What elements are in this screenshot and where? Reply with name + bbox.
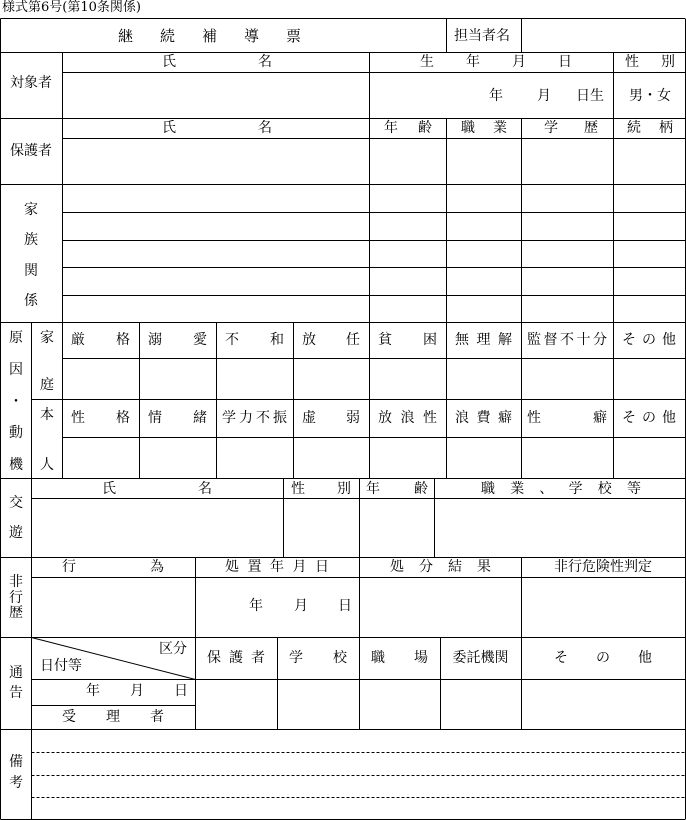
notification-category-1: 学 校	[289, 650, 347, 666]
cause-home-item-6: 監 督 不 十 分	[527, 332, 607, 348]
associates-name-header: 氏 名	[102, 481, 212, 497]
cause-home-item-2: 不 和	[225, 332, 284, 348]
guardian-relation-header: 続 柄	[627, 120, 673, 136]
cause-self-item-1: 情 緒	[148, 410, 207, 426]
birth-month-label: 月	[537, 88, 551, 104]
guardian-education-header: 学 歴	[544, 120, 598, 136]
delinquency-day-label: 日	[338, 598, 352, 614]
notification-category-4: そ の 他	[554, 650, 652, 666]
cause-home-item-1: 溺 愛	[148, 332, 207, 348]
cause-home-item-5: 無 理 解	[455, 332, 512, 348]
cause-home-item-7: そ の 他	[622, 332, 676, 348]
delinquency-risk-header: 非行危険性判定	[554, 559, 652, 575]
notification-receiver-label: 受 理 者	[62, 709, 164, 725]
notification-area[interactable]	[196, 680, 685, 729]
form-number: 様式第6号(第10条関係)	[2, 0, 141, 15]
guardian-name-field[interactable]	[63, 139, 369, 184]
guardian-age-header: 年 齢	[384, 120, 432, 136]
subject-section-label: 対象者	[10, 75, 52, 91]
associates-job-header: 職 業 、 学 校 等	[481, 481, 641, 497]
notification-day-label: 日	[174, 683, 188, 699]
remarks-area[interactable]	[32, 730, 685, 819]
delinquency-date-header: 処 置 年 月 日	[225, 559, 329, 575]
notification-corner-top: 区分	[159, 641, 187, 657]
subject-name-header: 氏 名	[162, 54, 272, 70]
associates-sex-header: 性 別	[291, 481, 351, 497]
subject-sex-header: 性 別	[625, 54, 675, 70]
cause-self-item-0: 性 格	[71, 410, 130, 426]
notification-category-2: 職 場	[371, 650, 428, 666]
remarks-section-label: 備 考	[9, 754, 23, 791]
delinquency-area[interactable]	[32, 578, 685, 637]
notification-section-label: 通 告	[9, 665, 23, 701]
cause-self-label: 本 人	[40, 407, 54, 473]
associates-age-header: 年 齢	[366, 481, 428, 497]
cause-self-item-2: 学 力 不 振	[222, 410, 287, 426]
delinquency-section-label: 非 行 歴	[9, 574, 23, 621]
cause-self-item-6: 性 癖	[527, 410, 607, 426]
birth-year-label: 年	[489, 88, 503, 104]
cause-home-label: 家 庭	[40, 330, 54, 393]
cause-self-item-7: そ の 他	[622, 410, 676, 426]
cause-home-item-0: 厳 格	[71, 332, 130, 348]
person-in-charge-label: 担当者名	[454, 28, 510, 44]
delinquency-month-label: 月	[294, 598, 308, 614]
cause-home-item-3: 放 任	[302, 332, 360, 348]
notification-month-label: 月	[130, 683, 144, 699]
notification-category-3: 委託機関	[452, 650, 509, 666]
person-in-charge-field[interactable]	[521, 18, 685, 51]
guardian-name-header: 氏 名	[162, 120, 272, 136]
cause-section-label: 原 因 ・ 動 機	[9, 330, 23, 473]
cause-self-item-5: 浪 費 癖	[455, 410, 512, 426]
cause-self-item-4: 放 浪 性	[378, 410, 437, 426]
guardian-job-header: 職 業	[461, 120, 507, 136]
delinquency-act-header: 行 為	[62, 559, 164, 575]
guardian-section-label: 保護者	[10, 143, 52, 159]
subject-sex-value: 男・女	[629, 88, 671, 104]
cause-home-item-4: 貧 困	[378, 332, 437, 348]
associates-area[interactable]	[32, 499, 685, 557]
subject-birthdate-header: 生 年 月 日	[420, 54, 572, 70]
cause-self-item-3: 虚 弱	[302, 410, 360, 426]
birth-day-label: 日生	[576, 88, 604, 104]
associates-section-label: 交 遊	[9, 495, 23, 541]
delinquency-year-label: 年	[249, 598, 263, 614]
notification-year-label: 年	[86, 683, 100, 699]
family-section-label: 家 族 関 係	[24, 202, 38, 309]
notification-corner-bottom: 日付等	[40, 658, 82, 674]
family-relations-area[interactable]	[63, 185, 685, 322]
notification-category-0: 保 護 者	[207, 650, 265, 666]
form-title: 継続補導票	[118, 27, 329, 45]
subject-name-field[interactable]	[63, 73, 369, 118]
delinquency-result-header: 処 分 結 果	[390, 559, 491, 575]
